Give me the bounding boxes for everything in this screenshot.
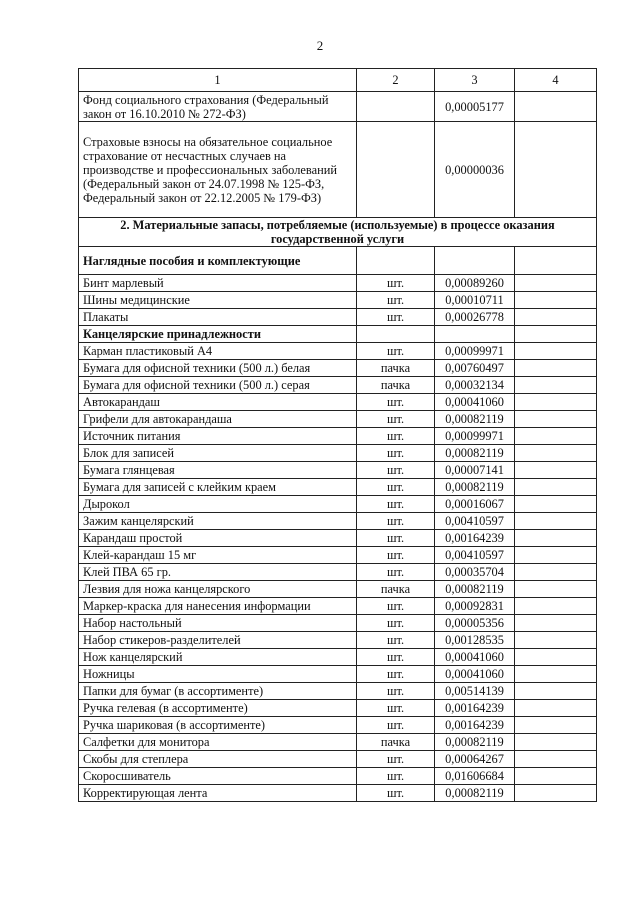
item-extra xyxy=(515,377,597,394)
table-row xyxy=(79,547,597,564)
group-title: Канцелярские принадлежности xyxy=(79,326,357,343)
table-row xyxy=(79,411,597,428)
table-row xyxy=(79,360,597,377)
item-unit: шт. xyxy=(357,666,435,683)
item-unit: шт. xyxy=(357,785,435,802)
item-name: Фонд социального страхования (Федеральный закон от 16.10.2010 № 272-ФЗ) xyxy=(79,92,357,122)
item-value: 0,01606684 xyxy=(435,768,515,785)
item-extra xyxy=(515,92,597,122)
item-value: 0,00032134 xyxy=(435,377,515,394)
item-name: Зажим канцелярский xyxy=(79,513,357,530)
item-name: Бумага для записей с клейким краем xyxy=(79,479,357,496)
header-cell: 2 xyxy=(357,69,435,92)
item-unit: пачка xyxy=(357,581,435,598)
item-name: Бумага для офисной техники (500 л.) серая xyxy=(79,377,357,394)
item-extra xyxy=(515,462,597,479)
empty-cell xyxy=(515,247,597,275)
item-value: 0,00410597 xyxy=(435,547,515,564)
group-row xyxy=(79,247,597,275)
item-name: Блок для записей xyxy=(79,445,357,462)
page-number: 2 xyxy=(316,38,324,53)
table-row xyxy=(79,598,597,615)
item-unit: шт. xyxy=(357,751,435,768)
table-row xyxy=(79,445,597,462)
table-row xyxy=(79,683,597,700)
item-extra xyxy=(515,615,597,632)
group-title: Наглядные пособия и комплектующие xyxy=(79,247,357,275)
item-unit: шт. xyxy=(357,683,435,700)
table-row xyxy=(79,275,597,292)
item-value: 0,00005177 xyxy=(435,92,515,122)
item-extra xyxy=(515,513,597,530)
item-unit: шт. xyxy=(357,513,435,530)
item-extra xyxy=(515,275,597,292)
table-row xyxy=(79,377,597,394)
group-row xyxy=(79,326,597,343)
item-name: Лезвия для ножа канцелярского xyxy=(79,581,357,598)
item-unit: пачка xyxy=(357,377,435,394)
table-row xyxy=(79,615,597,632)
item-unit: шт. xyxy=(357,411,435,428)
empty-cell xyxy=(357,247,435,275)
item-value: 0,00005356 xyxy=(435,615,515,632)
item-unit: шт. xyxy=(357,530,435,547)
item-name: Карман пластиковый А4 xyxy=(79,343,357,360)
table-row xyxy=(79,751,597,768)
item-name: Автокарандаш xyxy=(79,394,357,411)
item-unit: шт. xyxy=(357,479,435,496)
header-cell: 3 xyxy=(435,69,515,92)
item-unit: шт. xyxy=(357,564,435,581)
item-extra xyxy=(515,122,597,218)
item-extra xyxy=(515,360,597,377)
section-row xyxy=(79,218,597,247)
item-name: Бумага глянцевая xyxy=(79,462,357,479)
item-value: 0,00082119 xyxy=(435,734,515,751)
item-value: 0,00016067 xyxy=(435,496,515,513)
item-extra xyxy=(515,598,597,615)
table-row xyxy=(79,428,597,445)
item-extra xyxy=(515,428,597,445)
item-value: 0,00164239 xyxy=(435,717,515,734)
table-row xyxy=(79,479,597,496)
table-row xyxy=(79,513,597,530)
header-cell: 4 xyxy=(515,69,597,92)
item-unit: шт. xyxy=(357,700,435,717)
item-extra xyxy=(515,445,597,462)
item-name: Корректирующая лента xyxy=(79,785,357,802)
item-extra xyxy=(515,700,597,717)
item-unit: шт. xyxy=(357,445,435,462)
item-name: Салфетки для монитора xyxy=(79,734,357,751)
table-row xyxy=(79,462,597,479)
item-extra xyxy=(515,649,597,666)
table-row xyxy=(79,122,597,218)
item-unit: шт. xyxy=(357,309,435,326)
item-extra xyxy=(515,683,597,700)
item-name: Шины медицинские xyxy=(79,292,357,309)
item-value: 0,00164239 xyxy=(435,530,515,547)
item-extra xyxy=(515,547,597,564)
table-row xyxy=(79,734,597,751)
table-row xyxy=(79,530,597,547)
table-row xyxy=(79,581,597,598)
cost-table xyxy=(78,68,597,802)
item-name: Карандаш простой xyxy=(79,530,357,547)
item-value: 0,00099971 xyxy=(435,428,515,445)
item-name: Ручка гелевая (в ассортименте) xyxy=(79,700,357,717)
item-extra xyxy=(515,717,597,734)
table-row xyxy=(79,92,597,122)
item-extra xyxy=(515,734,597,751)
item-unit xyxy=(357,92,435,122)
item-unit xyxy=(357,122,435,218)
item-unit: шт. xyxy=(357,275,435,292)
item-extra xyxy=(515,411,597,428)
item-value: 0,00164239 xyxy=(435,700,515,717)
item-unit: шт. xyxy=(357,462,435,479)
item-extra xyxy=(515,292,597,309)
item-value: 0,00092831 xyxy=(435,598,515,615)
item-value: 0,00064267 xyxy=(435,751,515,768)
table-row xyxy=(79,343,597,360)
empty-cell xyxy=(435,326,515,343)
item-unit: шт. xyxy=(357,768,435,785)
item-unit: шт. xyxy=(357,292,435,309)
item-name: Плакаты xyxy=(79,309,357,326)
item-unit: шт. xyxy=(357,496,435,513)
item-value: 0,00099971 xyxy=(435,343,515,360)
table-row xyxy=(79,496,597,513)
table-row xyxy=(79,649,597,666)
item-name: Бинт марлевый xyxy=(79,275,357,292)
item-extra xyxy=(515,496,597,513)
item-value: 0,00410597 xyxy=(435,513,515,530)
item-value: 0,00082119 xyxy=(435,581,515,598)
item-unit: шт. xyxy=(357,717,435,734)
table-row xyxy=(79,700,597,717)
item-extra xyxy=(515,666,597,683)
item-name: Набор стикеров-разделителей xyxy=(79,632,357,649)
item-value: 0,00760497 xyxy=(435,360,515,377)
item-name: Источник питания xyxy=(79,428,357,445)
item-unit: шт. xyxy=(357,615,435,632)
item-name: Папки для бумаг (в ассортименте) xyxy=(79,683,357,700)
table-row xyxy=(79,394,597,411)
item-extra xyxy=(515,768,597,785)
item-value: 0,00007141 xyxy=(435,462,515,479)
item-name: Нож канцелярский xyxy=(79,649,357,666)
item-extra xyxy=(515,564,597,581)
item-name: Ручка шариковая (в ассортименте) xyxy=(79,717,357,734)
item-unit: шт. xyxy=(357,343,435,360)
item-name: Скоросшиватель xyxy=(79,768,357,785)
item-unit: шт. xyxy=(357,598,435,615)
item-unit: пачка xyxy=(357,734,435,751)
item-name: Бумага для офисной техники (500 л.) белая xyxy=(79,360,357,377)
item-unit: шт. xyxy=(357,394,435,411)
table-row xyxy=(79,309,597,326)
item-value: 0,00041060 xyxy=(435,394,515,411)
item-name: Ножницы xyxy=(79,666,357,683)
table-row xyxy=(79,632,597,649)
item-extra xyxy=(515,309,597,326)
item-unit: шт. xyxy=(357,547,435,564)
table-row xyxy=(79,785,597,802)
item-value: 0,00041060 xyxy=(435,666,515,683)
table-row xyxy=(79,666,597,683)
item-extra xyxy=(515,530,597,547)
header-cell: 1 xyxy=(79,69,357,92)
item-name: Грифели для автокарандаша xyxy=(79,411,357,428)
table-row xyxy=(79,292,597,309)
table-row xyxy=(79,717,597,734)
item-extra xyxy=(515,581,597,598)
item-unit: шт. xyxy=(357,649,435,666)
item-unit: шт. xyxy=(357,428,435,445)
item-value: 0,00089260 xyxy=(435,275,515,292)
item-extra xyxy=(515,785,597,802)
item-name: Набор настольный xyxy=(79,615,357,632)
item-extra xyxy=(515,632,597,649)
item-extra xyxy=(515,394,597,411)
item-value: 0,00026778 xyxy=(435,309,515,326)
item-extra xyxy=(515,479,597,496)
item-unit: пачка xyxy=(357,360,435,377)
empty-cell xyxy=(357,326,435,343)
header-row xyxy=(79,69,597,92)
item-value: 0,00082119 xyxy=(435,479,515,496)
section-title: 2. Материальные запасы, потребляемые (используемые) в процессе оказания государственной услуги xyxy=(79,218,597,247)
empty-cell xyxy=(515,326,597,343)
item-value: 0,00128535 xyxy=(435,632,515,649)
item-name: Маркер-краска для нанесения информации xyxy=(79,598,357,615)
item-value: 0,00041060 xyxy=(435,649,515,666)
item-value: 0,00082119 xyxy=(435,411,515,428)
item-value: 0,00082119 xyxy=(435,785,515,802)
item-name: Скобы для степлера xyxy=(79,751,357,768)
item-extra xyxy=(515,751,597,768)
item-name: Клей-карандаш 15 мг xyxy=(79,547,357,564)
item-value: 0,00082119 xyxy=(435,445,515,462)
table-row xyxy=(79,564,597,581)
item-unit: шт. xyxy=(357,632,435,649)
item-name: Страховые взносы на обязательное социальное страхование от несчастных случаев на производстве и профессиональных заболеваний (Федеральный закон от 24.07.1998 № 125-ФЗ, Федеральный закон от 22.12.2005 № 179-ФЗ) xyxy=(79,122,357,218)
item-value: 0,00000036 xyxy=(435,122,515,218)
item-value: 0,00514139 xyxy=(435,683,515,700)
item-name: Клей ПВА 65 гр. xyxy=(79,564,357,581)
item-extra xyxy=(515,343,597,360)
table-row xyxy=(79,768,597,785)
item-name: Дырокол xyxy=(79,496,357,513)
item-value: 0,00010711 xyxy=(435,292,515,309)
item-value: 0,00035704 xyxy=(435,564,515,581)
empty-cell xyxy=(435,247,515,275)
